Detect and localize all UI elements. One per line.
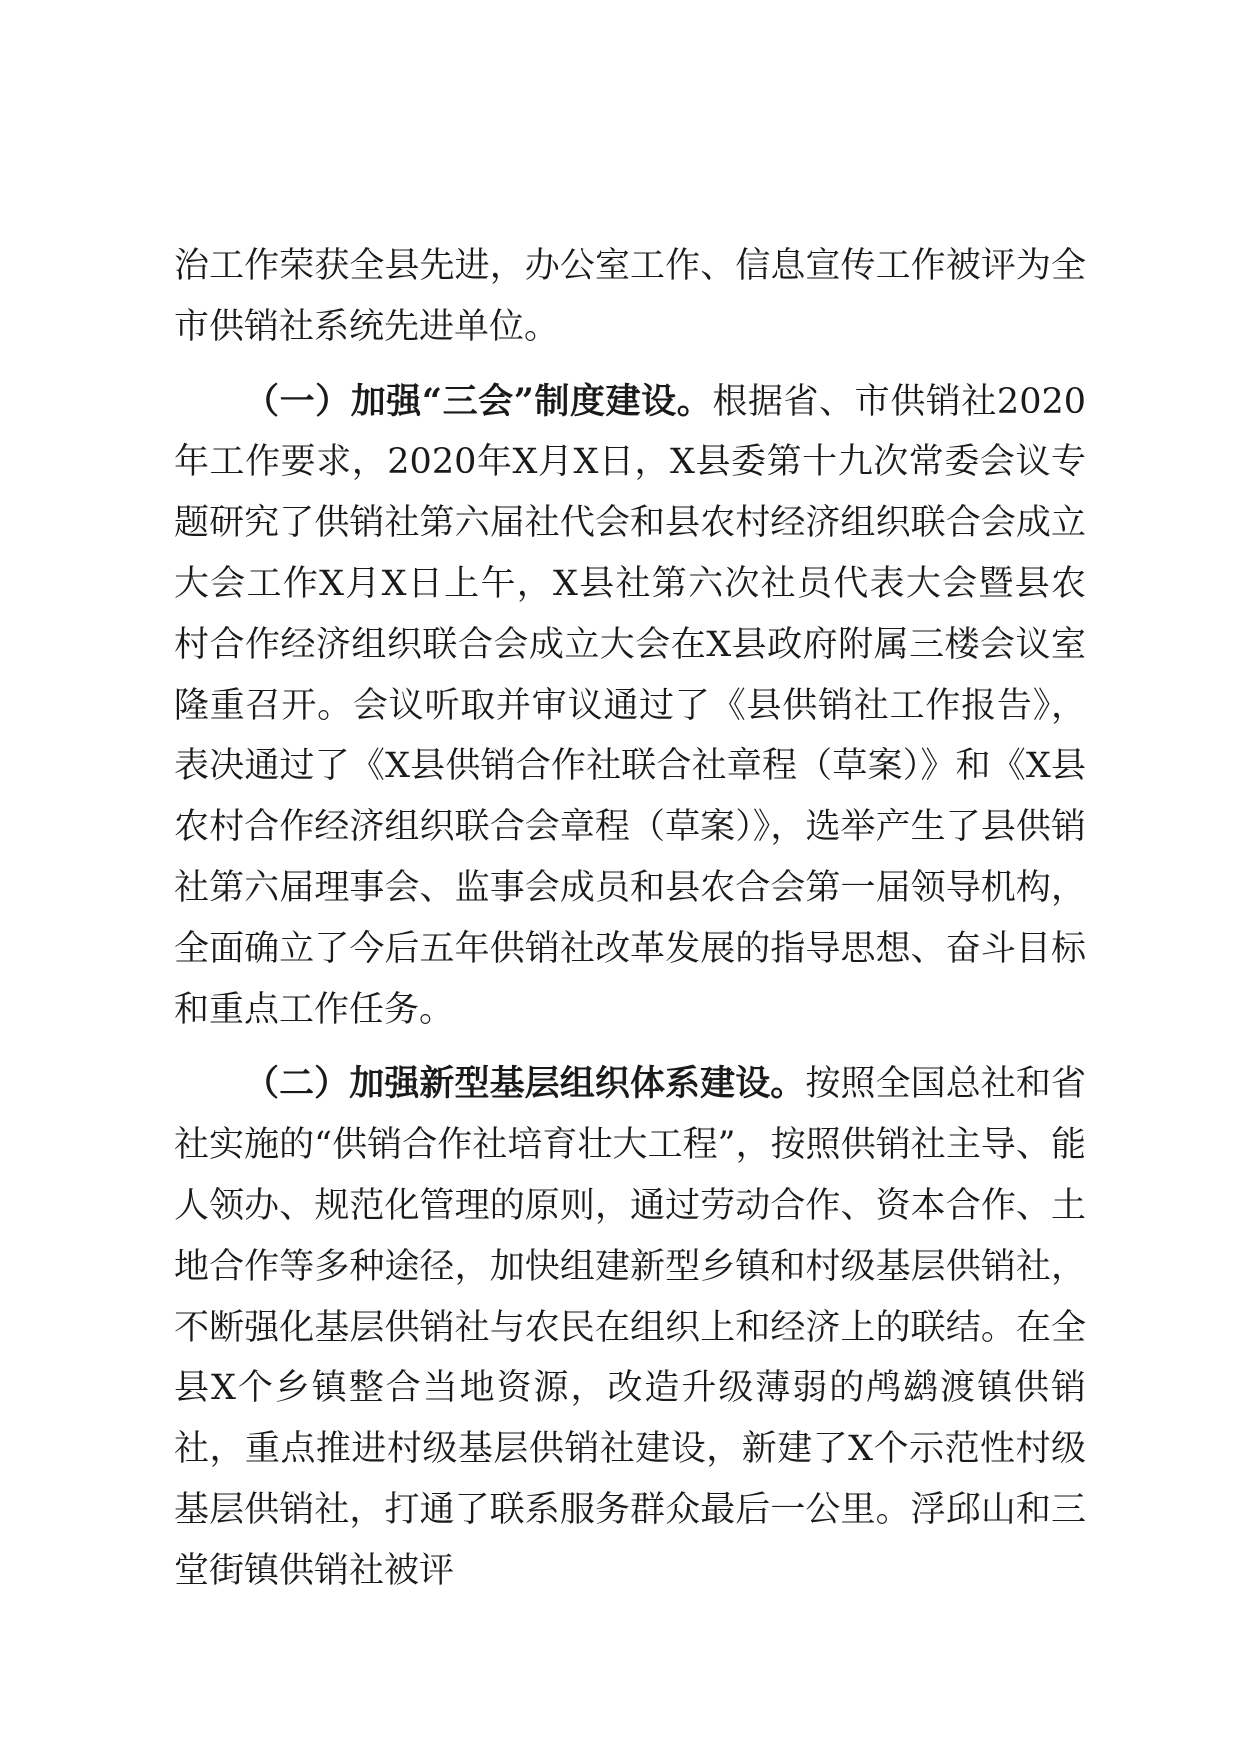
paragraph-text: 按照全国总社和省社实施的“供销合作社培育壮大工程”，按照供销社主导、能人领办、规范化管理的原则，通过劳动合作、资本合作、土地合作等多种途径，加快组建新型乡镇和村级基层供销社，不断强化基层供销社与农民在组织上和经济上的联结。在全县X个乡镇整合当地资源，改造升级薄弱的鸬鹚渡镇供销社，重点推进村级基层供销社建设，新建了X个示范性村级基层供销社，打通了联系服务群众最后一公里。浮邱山和三堂街镇供销社被评	[174, 1064, 1086, 1591]
paragraph-heading: （二）加强新型基层组织体系建设。	[244, 1063, 806, 1105]
paragraph-grassroots-organization	[174, 1054, 1086, 1601]
paragraph-continuation	[174, 236, 1086, 358]
paragraph-three-meetings	[174, 372, 1086, 1041]
paragraph-heading: （一）加强“三会”制度建设。	[244, 380, 713, 422]
document-body	[174, 236, 1086, 1602]
paragraph-text: 治工作荣获全县先进，办公室工作、信息宣传工作被评为全市供销社系统先进单位。	[174, 246, 1086, 347]
paragraph-text: 根据省、市供销社2020年工作要求，2020年X月X日，X县委第十九次常委会议专题研究了供销社第六届社代会和县农村经济组织联合会成立大会工作X月X日上午，X县社第六次社员代表大会暨县农村合作经济组织联合会成立大会在X县政府附属三楼会议室隆重召开。会议听取并审议通过了《县供销社工作报告》，表决通过了《X县供销合作社联合社章程（草案）》和《X县农村合作经济组织联合会章程（草案）》，选举产生了县供销社第六届理事会、监事会成员和县农合会第一届领导机构，全面确立了今后五年供销社改革发展的指导思想、奋斗目标和重点工作任务。	[174, 381, 1087, 1030]
